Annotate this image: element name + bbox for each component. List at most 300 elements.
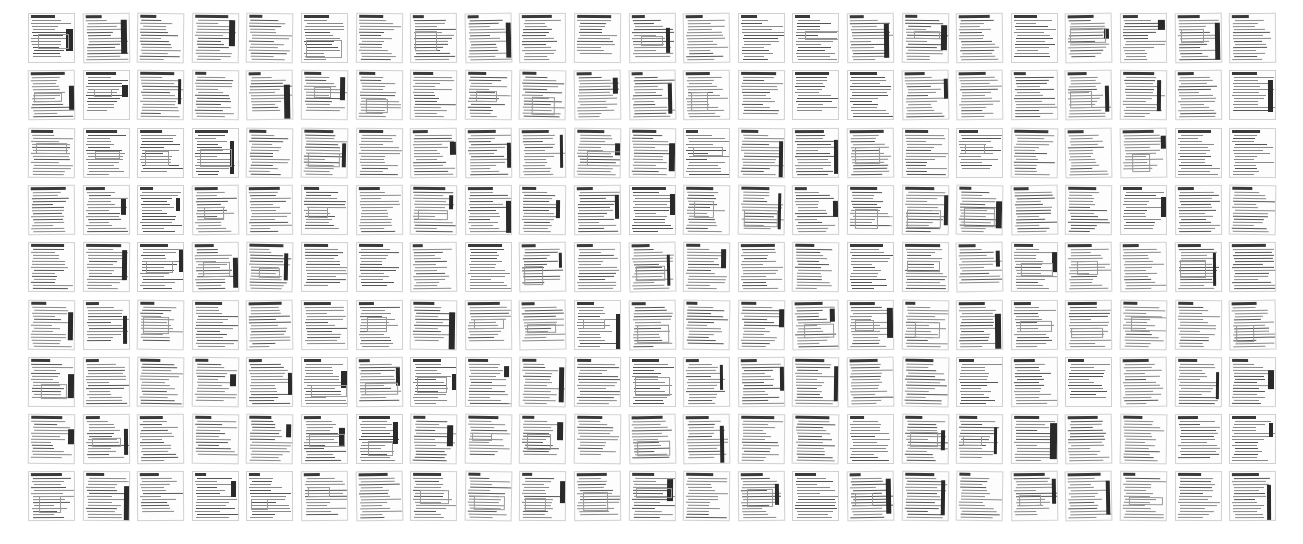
text-rule <box>579 176 613 177</box>
text-rule <box>961 116 984 117</box>
table-box <box>1180 261 1205 279</box>
form-page-thumbnail <box>28 471 75 521</box>
text-rule <box>853 520 892 522</box>
text-rule <box>142 391 168 392</box>
text-rule <box>140 424 162 425</box>
text-rule <box>961 400 995 401</box>
text-rule <box>305 397 325 398</box>
text-rule <box>797 279 822 280</box>
text-rule <box>34 370 56 371</box>
text-rule <box>33 170 65 171</box>
text-rule <box>33 219 63 220</box>
text-rule <box>907 207 938 208</box>
text-rule <box>86 264 112 265</box>
text-rule <box>359 306 399 307</box>
text-rule <box>470 385 506 386</box>
text-rule <box>905 487 937 488</box>
form-page-thumbnail <box>246 70 294 121</box>
text-rule <box>470 285 507 286</box>
text-rule <box>304 20 327 21</box>
form-page-thumbnail <box>519 356 567 407</box>
text-rule <box>196 373 227 374</box>
form-page-thumbnail <box>519 185 566 235</box>
text-rule <box>523 86 559 88</box>
text-rule <box>1014 463 1041 464</box>
page-header-mark <box>632 129 656 132</box>
page-header-mark <box>1123 473 1135 476</box>
text-rule <box>306 511 332 512</box>
page-header-mark <box>1068 130 1084 133</box>
text-rule <box>1179 231 1211 232</box>
text-rule <box>1069 376 1104 377</box>
text-rule <box>852 484 886 486</box>
page-header-mark <box>686 130 698 133</box>
text-rule <box>797 397 823 398</box>
text-rule <box>741 170 763 171</box>
text-rule <box>688 168 722 169</box>
form-page-thumbnail <box>410 299 458 350</box>
form-page-thumbnail <box>356 414 403 464</box>
text-rule <box>742 406 771 407</box>
text-rule <box>797 517 832 518</box>
text-rule <box>1069 192 1099 193</box>
text-rule <box>196 86 232 87</box>
text-rule <box>905 276 947 277</box>
text-rule <box>414 161 447 162</box>
text-rule <box>632 430 672 432</box>
text-rule <box>88 228 125 229</box>
text-rule <box>743 152 778 153</box>
text-rule <box>904 405 927 406</box>
text-rule <box>86 144 113 145</box>
text-rule <box>197 514 239 515</box>
text-rule <box>579 339 605 340</box>
text-rule <box>1235 448 1258 449</box>
text-rule <box>525 333 567 335</box>
text-rule <box>632 137 652 138</box>
text-rule <box>1233 505 1264 506</box>
text-rule <box>33 158 70 159</box>
text-rule <box>577 427 613 428</box>
table-box <box>1077 261 1098 275</box>
text-rule <box>251 80 287 82</box>
shaded-column <box>121 85 128 97</box>
text-rule <box>359 50 388 51</box>
text-rule <box>853 514 882 515</box>
text-rule <box>306 192 339 193</box>
text-rule <box>632 173 667 174</box>
text-rule <box>142 192 181 193</box>
form-page-thumbnail <box>191 414 239 465</box>
shaded-column <box>447 426 453 447</box>
text-rule <box>1124 59 1148 60</box>
text-rule <box>198 47 229 48</box>
text-rule <box>852 26 877 27</box>
text-rule <box>195 481 217 482</box>
text-rule <box>88 505 121 506</box>
text-rule <box>87 433 114 434</box>
text-rule <box>306 508 346 509</box>
text-rule <box>416 321 443 322</box>
text-rule <box>797 454 825 455</box>
text-rule <box>1069 201 1093 202</box>
text-rule <box>470 267 496 268</box>
text-rule <box>361 282 394 283</box>
text-rule <box>797 318 827 320</box>
text-rule <box>686 496 717 497</box>
text-rule <box>361 460 395 461</box>
text-rule <box>196 44 223 45</box>
text-rule <box>196 101 231 102</box>
text-rule <box>578 487 604 488</box>
text-rule <box>579 309 603 310</box>
text-rule <box>141 336 170 337</box>
text-rule <box>634 484 667 485</box>
text-rule <box>632 164 656 165</box>
shaded-column <box>393 422 398 444</box>
text-rule <box>1178 376 1207 377</box>
text-rule <box>87 32 113 33</box>
text-rule <box>798 496 839 497</box>
text-rule <box>250 219 276 220</box>
text-rule <box>905 378 945 380</box>
text-rule <box>796 213 828 214</box>
text-rule <box>1016 339 1052 340</box>
text-rule <box>798 20 820 21</box>
text-rule <box>797 153 831 154</box>
text-rule <box>305 176 326 177</box>
text-rule <box>632 207 673 208</box>
text-rule <box>413 264 436 265</box>
text-rule <box>961 394 984 395</box>
text-rule <box>1015 110 1039 111</box>
text-rule <box>141 430 169 431</box>
text-rule <box>249 92 275 93</box>
text-rule <box>252 38 290 40</box>
form-page-thumbnail <box>737 184 785 235</box>
text-rule <box>306 270 345 271</box>
text-rule <box>850 47 874 48</box>
text-rule <box>31 216 63 217</box>
form-page-thumbnail <box>1229 414 1276 464</box>
form-page-thumbnail <box>83 70 130 120</box>
text-rule <box>960 162 983 163</box>
text-rule <box>907 387 934 389</box>
text-rule <box>687 192 718 193</box>
page-header-mark <box>249 187 280 190</box>
page-header-mark <box>195 15 228 18</box>
text-rule <box>960 89 998 91</box>
text-rule <box>415 481 439 482</box>
table-box <box>308 488 331 498</box>
text-rule <box>1014 89 1054 90</box>
form-page-thumbnail <box>410 471 457 521</box>
text-rule <box>470 161 506 162</box>
page-header-mark <box>905 416 922 419</box>
text-rule <box>1014 170 1036 171</box>
page-header-mark <box>686 416 709 419</box>
text-rule <box>522 312 564 314</box>
text-rule <box>1124 430 1164 432</box>
text-rule <box>359 44 382 45</box>
text-rule <box>742 424 769 425</box>
text-rule <box>905 478 936 479</box>
text-rule <box>34 222 64 223</box>
text-rule <box>689 433 715 434</box>
text-rule <box>633 249 654 250</box>
text-rule <box>525 168 552 169</box>
table-box <box>583 492 608 511</box>
text-rule <box>687 388 714 389</box>
text-rule <box>632 134 662 135</box>
text-rule <box>634 210 668 211</box>
text-rule <box>578 379 620 380</box>
text-rule <box>743 348 778 349</box>
text-rule <box>1180 204 1211 205</box>
text-rule <box>250 487 283 488</box>
text-rule <box>852 255 894 256</box>
text-rule <box>469 330 501 331</box>
text-rule <box>524 391 552 392</box>
text-rule <box>689 116 721 117</box>
text-rule <box>633 146 655 147</box>
text-rule <box>196 336 223 337</box>
text-rule <box>524 364 545 365</box>
form-page-thumbnail <box>1174 242 1221 292</box>
text-rule <box>413 478 443 479</box>
text-rule <box>361 273 383 274</box>
page-header-mark <box>1177 72 1193 75</box>
text-rule <box>1124 264 1164 265</box>
text-rule <box>632 176 656 177</box>
text-rule <box>852 508 883 510</box>
text-rule <box>1015 53 1049 54</box>
text-rule <box>359 92 396 93</box>
text-rule <box>252 457 279 458</box>
page-header-mark <box>141 358 161 361</box>
text-rule <box>306 195 331 196</box>
text-rule <box>1232 403 1261 404</box>
form-page-thumbnail <box>355 13 402 63</box>
text-rule <box>689 427 714 428</box>
text-rule <box>579 119 617 121</box>
text-rule <box>960 457 981 458</box>
text-rule <box>196 62 236 63</box>
text-rule <box>143 454 177 455</box>
text-rule <box>470 258 497 259</box>
text-rule <box>250 26 282 27</box>
text-rule <box>304 59 326 60</box>
text-rule <box>306 481 343 482</box>
text-rule <box>524 261 558 263</box>
text-rule <box>470 77 507 78</box>
shaded-column <box>68 429 75 444</box>
text-rule <box>1233 92 1259 93</box>
text-rule <box>688 138 725 139</box>
text-rule <box>796 77 827 78</box>
text-rule <box>307 342 346 343</box>
text-rule <box>415 261 447 262</box>
form-page-thumbnail <box>956 184 1004 235</box>
text-rule <box>577 50 604 51</box>
form-page-thumbnail <box>301 127 349 178</box>
table-box <box>1071 327 1103 338</box>
text-rule <box>1235 517 1264 518</box>
text-rule <box>688 47 729 49</box>
page-header-mark <box>1014 302 1031 305</box>
text-rule <box>197 107 231 108</box>
text-rule <box>689 394 717 395</box>
text-rule <box>796 348 824 350</box>
text-rule <box>31 348 58 349</box>
text-rule <box>797 309 822 310</box>
text-rule <box>140 101 176 102</box>
text-rule <box>468 210 496 211</box>
text-rule <box>304 379 339 380</box>
form-page-thumbnail <box>355 357 403 408</box>
text-rule <box>252 403 290 404</box>
text-rule <box>798 457 833 459</box>
text-rule <box>32 20 62 21</box>
text-rule <box>577 282 616 283</box>
text-rule <box>471 225 493 226</box>
text-rule <box>853 113 889 114</box>
text-rule <box>251 83 283 85</box>
text-rule <box>306 514 337 515</box>
text-rule <box>1070 345 1105 346</box>
text-rule <box>904 348 932 349</box>
text-rule <box>744 137 784 139</box>
text-rule <box>1071 436 1104 437</box>
text-rule <box>250 279 282 281</box>
text-rule <box>851 264 872 265</box>
text-rule <box>306 143 338 145</box>
text-rule <box>143 258 166 259</box>
text-rule <box>471 170 500 171</box>
text-rule <box>1123 312 1146 313</box>
text-rule <box>196 330 219 331</box>
text-rule <box>634 291 655 292</box>
text-rule <box>1015 481 1047 482</box>
text-rule <box>741 364 781 365</box>
text-rule <box>1180 285 1203 286</box>
text-rule <box>252 463 286 465</box>
text-rule <box>1180 339 1209 340</box>
text-rule <box>741 345 766 346</box>
text-rule <box>1069 348 1101 349</box>
page-header-mark <box>850 244 883 247</box>
text-rule <box>468 149 497 150</box>
text-rule <box>741 448 770 449</box>
text-rule <box>305 225 335 226</box>
text-rule <box>579 26 605 27</box>
text-rule <box>1016 249 1039 250</box>
text-rule <box>522 306 557 308</box>
text-rule <box>961 20 994 21</box>
text-rule <box>851 110 885 111</box>
text-rule <box>469 50 498 52</box>
text-rule <box>416 454 447 455</box>
text-rule <box>143 231 175 232</box>
text-rule <box>140 41 169 42</box>
text-rule <box>797 460 835 462</box>
text-rule <box>143 219 176 220</box>
text-rule <box>524 315 556 317</box>
text-rule <box>1017 140 1054 142</box>
page-header-mark <box>140 72 174 75</box>
text-rule <box>905 134 944 135</box>
text-rule <box>907 421 944 423</box>
text-rule <box>195 255 232 256</box>
page-header-mark <box>31 72 66 75</box>
text-rule <box>524 155 555 156</box>
text-rule <box>304 201 346 202</box>
form-page-thumbnail <box>83 128 130 178</box>
text-rule <box>524 514 546 515</box>
text-rule <box>1233 370 1272 371</box>
text-rule <box>469 454 495 455</box>
page-header-mark <box>358 473 387 477</box>
text-rule <box>1233 255 1274 256</box>
text-rule <box>1124 143 1160 145</box>
text-rule <box>960 484 982 485</box>
page-header-mark <box>1232 130 1260 133</box>
form-page-thumbnail <box>465 70 513 120</box>
text-rule <box>523 134 554 135</box>
text-rule <box>1126 333 1152 334</box>
text-rule <box>850 315 872 316</box>
text-rule <box>415 116 444 117</box>
text-rule <box>1234 291 1260 292</box>
page-header-mark <box>31 416 62 419</box>
text-rule <box>32 421 66 422</box>
page-header-mark <box>1123 359 1149 362</box>
text-rule <box>31 161 58 162</box>
text-rule <box>578 77 601 78</box>
text-rule <box>306 502 330 503</box>
shaded-column <box>887 308 893 338</box>
text-rule <box>578 258 618 259</box>
text-rule <box>797 29 820 30</box>
text-rule <box>1015 318 1041 319</box>
text-rule <box>851 261 888 262</box>
text-rule <box>87 107 114 108</box>
text-rule <box>1017 228 1049 230</box>
text-rule <box>577 481 607 482</box>
table-box <box>855 320 874 331</box>
text-rule <box>140 195 178 196</box>
text-rule <box>87 309 122 310</box>
page-header-mark <box>31 244 64 247</box>
text-rule <box>1125 89 1154 90</box>
text-rule <box>743 101 775 102</box>
text-rule <box>1071 138 1094 139</box>
shaded-column <box>560 481 566 503</box>
text-rule <box>633 222 665 223</box>
text-rule <box>1179 216 1213 217</box>
table-box <box>203 262 230 278</box>
form-page-thumbnail <box>410 357 457 407</box>
form-page-thumbnail <box>464 13 512 64</box>
text-rule <box>689 162 725 163</box>
text-rule <box>359 32 384 33</box>
text-rule <box>1016 221 1057 223</box>
text-rule <box>306 83 334 84</box>
text-rule <box>143 508 170 509</box>
text-rule <box>798 370 819 371</box>
text-rule <box>960 273 989 275</box>
text-rule <box>580 104 617 106</box>
